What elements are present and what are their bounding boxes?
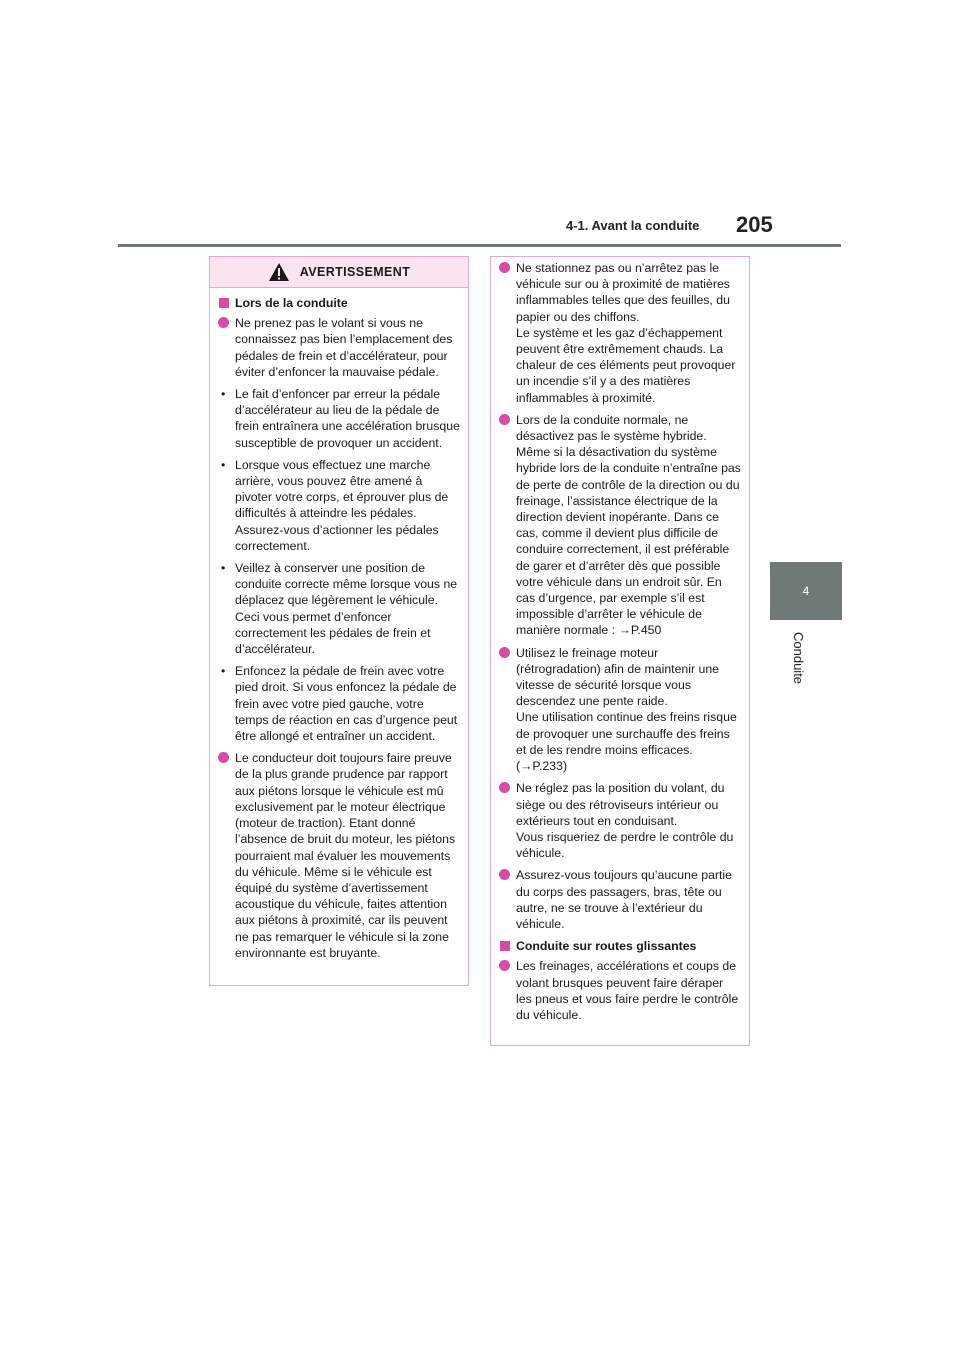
square-bullet-icon — [219, 298, 229, 308]
small-dot-icon: • — [221, 387, 226, 402]
sub-list-item: • Le fait d’enfoncer par erreur la pédale d’accélérateur au lieu de la pédale de frein entraînera une accélération brusque susceptible de provoquer un accident. — [221, 387, 460, 450]
circle-bullet-icon — [499, 782, 510, 793]
list-item: Ne réglez pas la position du volant, du siège ou des rétroviseurs intérieur ou extérieurs tout en conduisant. Vous risqueriez de perdre le contrôle du véhicule. — [499, 780, 741, 861]
list-item: Assurez-vous toujours qu’aucune partie du corps des passagers, bras, tête ou autre, ne se trouve à l’extérieur du véhicule. — [499, 867, 741, 932]
circle-bullet-icon — [218, 752, 229, 763]
small-dot-icon: • — [221, 561, 226, 576]
circle-bullet-icon — [218, 317, 229, 328]
section-heading: Lors de la conduite — [218, 295, 460, 311]
warning-box-right — [490, 256, 750, 1046]
circle-bullet-icon — [499, 262, 510, 273]
list-item: Ne stationnez pas ou n’arrêtez pas le véhicule sur ou à proximité de matières inflammables telles que des feuilles, du papier ou des chiffons. Le système et les gaz d’échappement peuvent être extrêmement chauds. La chaleur de ces éléments peut provoquer un incendie s’il y a des matières inflammables à proximité. — [499, 260, 741, 406]
list-item: Utilisez le freinage moteur (rétrogradation) afin de maintenir une vitesse de sécurité lorsque vous descendez une pente raide. Une utilisation continue des freins risque de provoquer une surchauffe des freins et de les rendre moins efficaces. (→P.233) — [499, 645, 741, 775]
chapter-label: Conduite — [791, 632, 806, 685]
square-bullet-icon — [500, 941, 510, 951]
warning-box-left — [209, 256, 469, 986]
small-dot-icon: • — [221, 457, 226, 472]
chapter-number: 4 — [802, 584, 810, 598]
chapter-tab — [770, 562, 842, 620]
header-divider — [118, 244, 841, 247]
list-item: Le conducteur doit toujours faire preuve de la plus grande prudence par rapport aux piétons lorsque le véhicule est mû exclusivement par le moteur électrique (moteur de traction). Etant donné l’absence de bruit du moteur, les piétons pourraient mal évaluer les mouvements du véhicule. Même si le véhicule est équipé du système d’avertissement acoustique du véhicule, faites attention aux piétons à proximité, car ils peuvent ne pas remarquer le véhicule si la zone environnante est bruyante. — [218, 750, 460, 961]
small-dot-icon: • — [221, 664, 226, 679]
list-item: Lors de la conduite normale, ne désactivez pas le système hybride. Même si la désactivation du système hybride lors de la conduite n’entraîne pas de perte de contrôle de la direction ou du freinage, l’assistance électrique de la direction devient inopérante. Dans ce cas, comme il devient plus difficile de conduire correctement, il est préférable de garer et d’arrêter dès que possible votre véhicule dans un endroit sûr. En cas d’urgence, par exemple s’il est impossible d’arrêter le véhicule de manière normale : →P.450 — [499, 412, 741, 639]
circle-bullet-icon — [499, 414, 510, 425]
circle-bullet-icon — [499, 869, 510, 880]
circle-bullet-icon — [499, 960, 510, 971]
sub-list-item: • Lorsque vous effectuez une marche arrière, vous pouvez être amené à pivoter votre corps, et éprouver plus de difficultés à atteindre les pédales. Assurez-vous d’actionner les pédales correctement. — [221, 457, 449, 553]
list-item: Ne prenez pas le volant si vous ne connaissez pas bien l’emplacement des pédales de frein et d’accélérateur, pour éviter d’enfoncer la mauvaise pédale. — [218, 315, 460, 380]
list-item: Les freinages, accélérations et coups de volant brusques peuvent faire déraper les pneus et vous faire perdre le contrôle du véhicule. — [499, 958, 741, 1023]
sub-list-item: • Veillez à conserver une position de conduite correcte même lorsque vous ne déplacez que légèrement le véhicule. Ceci vous permet d’enfoncer correctement les pédales de frein et d’accélérateur. — [221, 561, 458, 657]
warning-title: AVERTISSEMENT — [299, 265, 411, 279]
warning-header — [210, 257, 468, 288]
section-title: 4-1. Avant la conduite — [566, 218, 700, 233]
section-heading: Conduite sur routes glissantes — [499, 938, 741, 954]
page-number: 205 — [736, 212, 773, 237]
sub-list-item: • Enfoncez la pédale de frein avec votre pied droit. Si vous enfoncez la pédale de frein avec votre pied gauche, votre temps de réaction en cas d’urgence peut être allongé et entraîner un accident. — [221, 664, 458, 744]
circle-bullet-icon — [499, 647, 510, 658]
warning-triangle-icon — [268, 262, 290, 282]
